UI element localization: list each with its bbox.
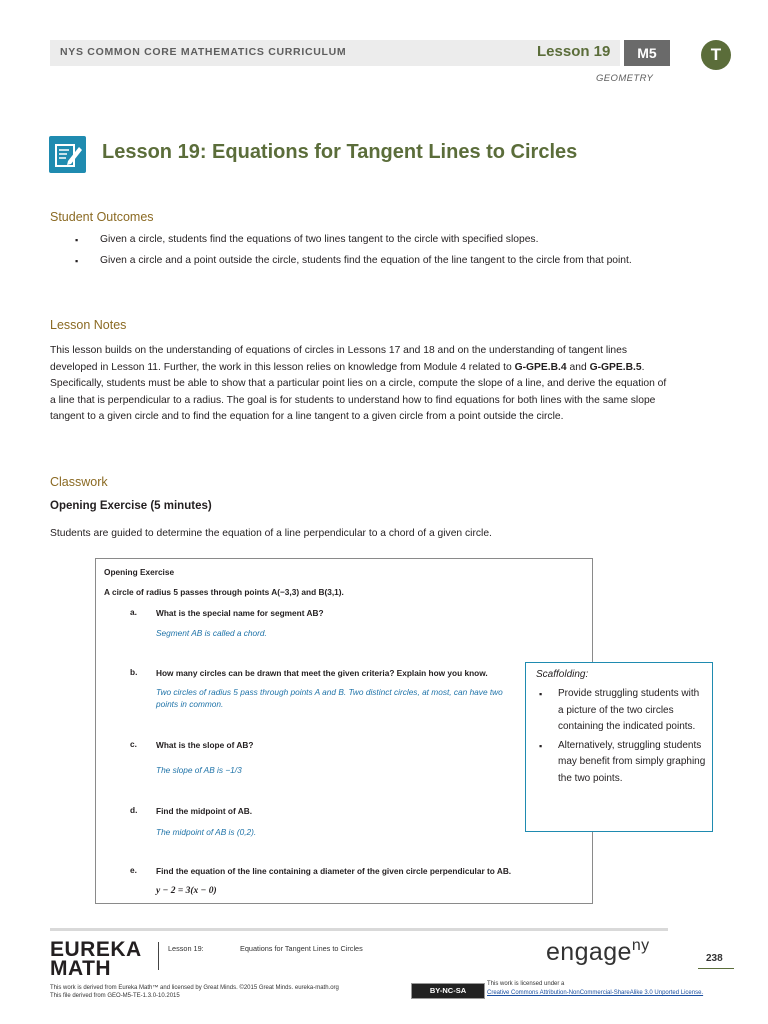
- notes-text: This lesson builds on the understanding of equations of circles in Lessons 17 and 18 and on the understanding of tangent lines developed in Lesson 11. Further, the work in this lesson relies on knowledge from Module 4 related to: [50, 345, 628, 373]
- module-badge: M5: [624, 40, 670, 66]
- engage-sup: ny: [631, 937, 650, 954]
- scaffolding-item: ▪ Provide struggling students with a picture of the two circles containing the indicated points.: [536, 686, 706, 736]
- engage-text: engage: [546, 938, 632, 966]
- item-question: How many circles can be drawn that meet the given criteria? Explain how you know.: [156, 668, 488, 678]
- outcome-item: ▪ Given a circle, students find the equations of two lines tangent to the circle with specified slopes.: [75, 232, 665, 249]
- page-number: 238: [706, 953, 723, 964]
- item-answer: The midpoint of AB is (0,2).: [156, 827, 257, 837]
- subject-label: GEOMETRY: [596, 73, 654, 84]
- footer-derived: This work is derived from Eureka Math™ and licensed by Great Minds. ©2015 Great Minds. eureka-math.org: [50, 985, 339, 991]
- teacher-badge: T: [701, 40, 731, 70]
- item-answer: The slope of AB is −1/3: [156, 765, 242, 775]
- footer-divider: [158, 942, 159, 970]
- eureka-math-logo: [50, 940, 142, 978]
- license-line: This work is licensed under a: [487, 981, 565, 987]
- classwork-intro: Students are guided to determine the equation of a line perpendicular to a chord of a given circle.: [50, 528, 492, 539]
- outcome-item: ▪ Given a circle and a point outside the circle, students find the equation of the line tangent to the circle from that point.: [75, 253, 665, 270]
- footer-lesson-title: Equations for Tangent Lines to Circles: [240, 944, 363, 953]
- cc-license-badge: BY-NC-SA: [411, 983, 485, 999]
- standard-ref: G-GPE.B.4: [514, 361, 567, 373]
- page-title: Lesson 19: Equations for Tangent Lines to Circles: [102, 141, 578, 163]
- curriculum-label: NYS COMMON CORE MATHEMATICS CURRICULUM: [60, 46, 347, 58]
- exercise-prompt: A circle of radius 5 passes through points A(−3,3) and B(3,1).: [104, 587, 344, 597]
- item-question: Find the equation of the line containing a diameter of the given circle perpendicular to AB.: [156, 866, 512, 876]
- outcomes-heading: Student Outcomes: [50, 210, 154, 224]
- item-answer: Segment AB is called a chord.: [156, 628, 267, 638]
- engageny-logo: [546, 937, 650, 967]
- exercise-title: Opening Exercise: [104, 567, 175, 577]
- standard-ref: G-GPE.B.5: [589, 361, 642, 373]
- item-question: What is the special name for segment AB?: [156, 608, 324, 618]
- exercise-subheading: Opening Exercise (5 minutes): [50, 500, 212, 512]
- item-letter: e.: [130, 865, 137, 875]
- notes-paragraph: [50, 343, 670, 426]
- license-link[interactable]: Creative Commons Attribution-NonCommercial-ShareAlike 3.0 Unported License.: [487, 990, 704, 996]
- opening-exercise-box: [95, 558, 593, 904]
- item-question: What is the slope of AB?: [156, 740, 254, 750]
- footer-lesson: Lesson 19:: [168, 944, 204, 953]
- notes-text: . Specifically, students must be able to show that a particular point lies on a circle, compute the slope of a line, and derive the equation of a line that is perpendicular to a radius. The goal is for students to understand how to find equations for both lines with the same slope tangent to a given circle and to find the equation for a line tangent to a given circle from a point outside the circle.: [50, 361, 667, 422]
- item-answer: y − 2 = 3(x − 0): [156, 886, 217, 896]
- page-number-rule: [698, 968, 734, 969]
- notes-heading: Lesson Notes: [50, 318, 127, 332]
- item-question: Find the midpoint of AB.: [156, 806, 253, 816]
- item-letter: c.: [130, 739, 137, 749]
- logo-line: EUREKA: [50, 938, 142, 961]
- item-answer: Two circles of radius 5 pass through points A and B. Two distinct circles, at most, can have two points in common.: [156, 687, 503, 709]
- logo-line: MATH: [50, 957, 112, 980]
- item-letter: b.: [130, 667, 138, 677]
- scaffolding-title: Scaffolding:: [536, 669, 589, 680]
- outcomes-list: [75, 232, 665, 273]
- footer-file: This file derived from GEO-M5-TE-1.3.0-10.2015: [50, 993, 180, 999]
- scaffolding-list: [536, 686, 706, 789]
- footer-rule: [50, 928, 668, 931]
- lesson-label: Lesson 19: [537, 43, 611, 60]
- item-letter: d.: [130, 805, 138, 815]
- scaffolding-item: ▪ Alternatively, struggling students may benefit from simply graphing the two points.: [536, 738, 706, 788]
- scaffolding-box: [525, 662, 713, 832]
- notes-text: and: [566, 361, 590, 373]
- classwork-heading: Classwork: [50, 475, 108, 489]
- item-letter: a.: [130, 607, 137, 617]
- notepad-pencil-icon: [49, 136, 86, 173]
